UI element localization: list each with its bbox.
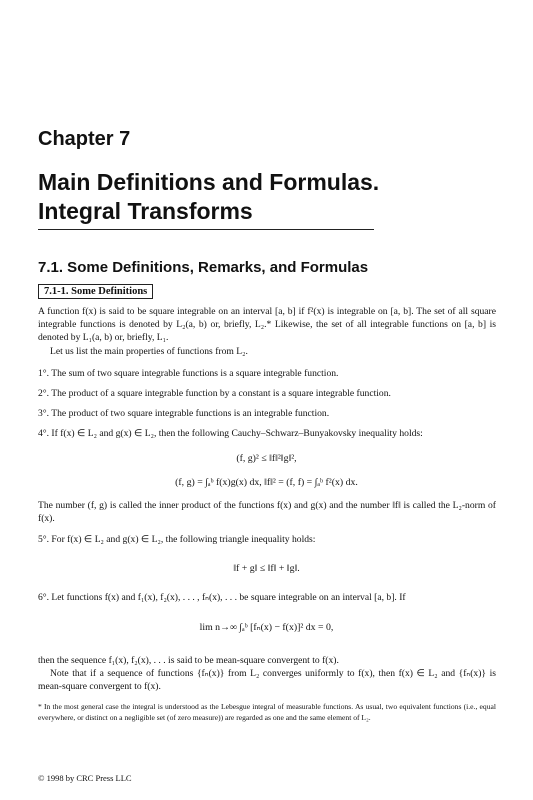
- paragraph-mean-square: then the sequence f₁(x), f₂(x), . . . is said to be mean-square convergent to f(x).: [38, 655, 339, 666]
- copyright: © 1998 by CRC Press LLC: [38, 773, 132, 783]
- chapter-title: [38, 168, 379, 226]
- chapter-title-line-1: Main Definitions and Formulas.: [38, 169, 380, 195]
- title-rule: [38, 229, 374, 230]
- equation-cauchy-schwarz: (f, g)² ≤ ‖f‖²‖g‖²,: [236, 453, 297, 464]
- paragraph-definition: A function f(x) is said to be square integrable on an interval [a, b] if f²(x) is integrable on [a, b]. The set of all square integrable functions is denoted by L₂(a, b) or, briefly, L₂.* Likewise, the set of all integrable functions on [a, b] is denoted by L₁(a, b) or, briefly, L₁.: [38, 306, 496, 343]
- property-item-4: 4°. If f(x) ∈ L₂ and g(x) ∈ L₂, then the following Cauchy–Schwarz–Bunyakovsky inequality holds:: [38, 428, 423, 439]
- section-heading: 7.1. Some Definitions, Remarks, and Formulas: [38, 259, 369, 276]
- paragraph-list-intro: Let us list the main properties of functions from L₂.: [50, 346, 248, 357]
- property-item-6: 6°. Let functions f(x) and f₁(x), f₂(x), . . . , fₙ(x), . . . be square integrable on an interval [a, b]. If: [38, 592, 406, 603]
- property-item-1: 1°. The sum of two square integrable functions is a square integrable function.: [38, 368, 339, 379]
- equation-triangle: ‖f + g‖ ≤ ‖f‖ + ‖g‖.: [233, 563, 300, 574]
- chapter-label: Chapter 7: [38, 128, 131, 150]
- subsection-heading: 7.1-1. Some Definitions: [38, 284, 153, 299]
- property-item-3: 3°. The product of two square integrable functions is an integrable function.: [38, 408, 330, 419]
- paragraph-uniform-note: Note that if a sequence of functions {fₙ(x)} from L₂ converges uniformly to f(x), then f(x) ∈ L₂ and {fₙ(x)} is mean-square convergent to f(x).: [38, 668, 496, 692]
- property-item-5: 5°. For f(x) ∈ L₂ and g(x) ∈ L₂, the following triangle inequality holds:: [38, 534, 316, 545]
- chapter-title-line-2: Integral Transforms: [38, 198, 253, 224]
- paragraph-inner-product: The number (f, g) is called the inner product of the functions f(x) and g(x) and the number ‖f‖ is called the L₂-norm of f(x).: [38, 500, 496, 524]
- footnote: * In the most general case the integral is understood as the Lebesgue integral of measurable functions. As usual, two equivalent functions (i.e., equal everywhere, or distinct on a negligible set (of zero measure)) are regarded as one and the same element of L₂.: [38, 702, 496, 722]
- equation-inner-product: (f, g) = ∫ₐᵇ f(x)g(x) dx, ‖f‖² = (f, f) = ∫ₐᵇ f²(x) dx.: [175, 477, 358, 488]
- property-item-2: 2°. The product of a square integrable function by a constant is a square integrable function.: [38, 388, 391, 399]
- equation-limit: lim n→∞ ∫ₐᵇ [fₙ(x) − f(x)]² dx = 0,: [199, 622, 334, 633]
